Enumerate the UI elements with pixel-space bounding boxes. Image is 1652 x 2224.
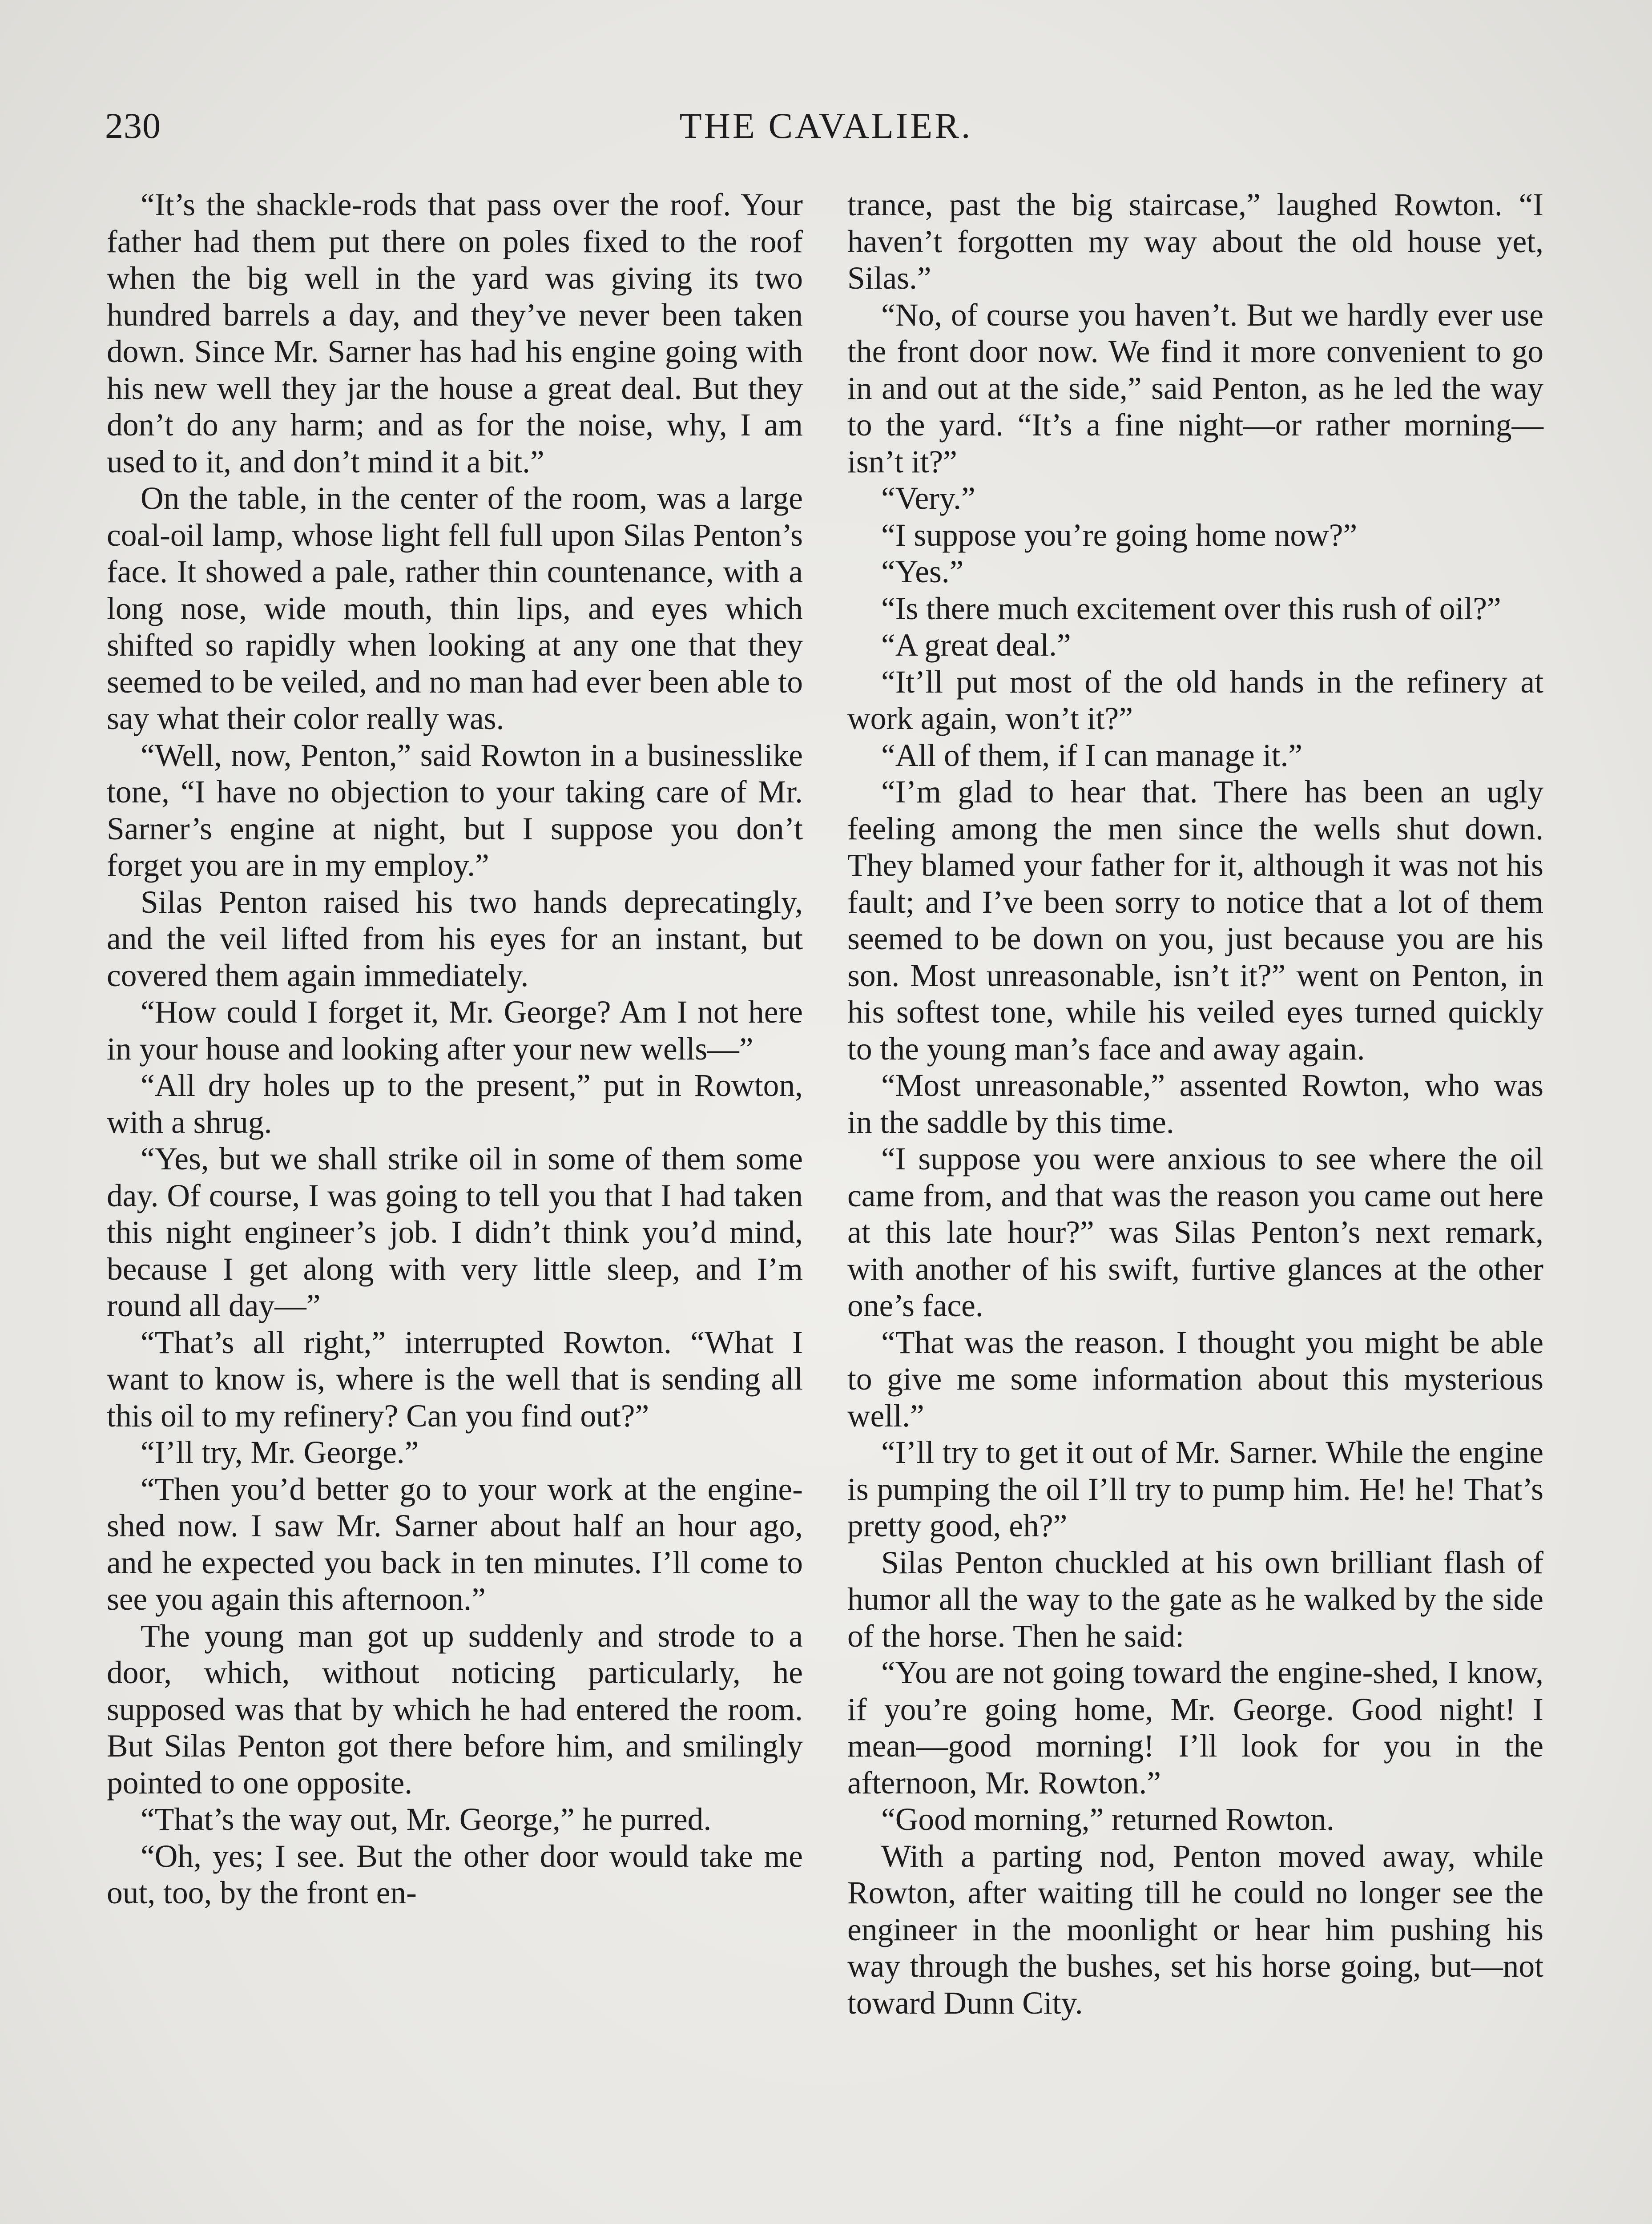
paragraph: “Good morning,” returned Rowton. bbox=[881, 1802, 1334, 1837]
paragraph: “That’s the way out, Mr. George,” he purred. bbox=[141, 1802, 712, 1837]
paragraph: Silas Penton chuckled at his own brilliant flash of humor all the way to the gate as he walked by the side of the horse. Then he said: bbox=[847, 1545, 1543, 1654]
paragraph: “You are not going toward the engine-shed, I know, if you’re going home, Mr. George. Good night! I mean—good morning! I’ll look for you in the afternoon, Mr. Rowton.” bbox=[847, 1655, 1543, 1801]
paragraph: On the table, in the center of the room, was a large coal-oil lamp, whose light fell full upon Silas Penton’s face. It showed a pale, rather thin countenance, with a long nose, wide mouth, thin lips, and eyes which shifted so rapidly when looking at any one that they seemed to be veiled, and no man had ever been able to say what their color really was. bbox=[107, 481, 803, 736]
paragraph: “How could I forget it, Mr. George? Am I not here in your house and looking after your new wells—” bbox=[107, 995, 803, 1067]
paragraph: Silas Penton raised his two hands deprecatingly, and the veil lifted from his eyes for an instant, but covered them again immediately. bbox=[107, 884, 803, 993]
paragraph: “I’m glad to hear that. There has been an ugly feeling among the men since the wells shut down. They blamed your father for it, although it was not his fault; and I’ve been sorry to notice that a lot of them seemed to be down on you, just because you are his son. Most unreasonable, isn’t it?” went on Penton, in his softest tone, while his veiled eyes turned quickly to the young man’s face and away again. bbox=[847, 774, 1543, 1067]
paragraph: “All of them, if I can manage it.” bbox=[881, 737, 1302, 773]
running-head: THE CAVALIER. bbox=[679, 105, 973, 146]
right-column bbox=[847, 187, 1543, 2022]
left-column bbox=[107, 187, 803, 1912]
paragraph: “I suppose you’re going home now?” bbox=[881, 517, 1358, 553]
paragraph: “Most unreasonable,” assented Rowton, who was in the saddle by this time. bbox=[847, 1068, 1543, 1140]
paragraph: “A great deal.” bbox=[881, 628, 1071, 663]
paragraph: “Is there much excitement over this rush of oil?” bbox=[881, 591, 1501, 626]
paragraph: “Then you’d better go to your work at the engine-shed now. I saw Mr. Sarner about half an hour ago, and he expected you back in ten minutes. I’ll come to see you again this afternoon.” bbox=[107, 1471, 803, 1617]
paragraph: “Well, now, Penton,” said Rowton in a businesslike tone, “I have no objection to your taking care of Mr. Sarner’s engine at night, but I suppose you don’t forget you are in my employ.” bbox=[107, 737, 803, 883]
paragraph: “Oh, yes; I see. But the other door would take me out, too, by the front en- bbox=[107, 1838, 803, 1910]
paragraph: trance, past the big staircase,” laughed Rowton. “I haven’t forgotten my way about the old house yet, Silas.” bbox=[847, 187, 1543, 296]
paragraph: “I suppose you were anxious to see where the oil came from, and that was the reason you came out here at this late hour?” was Silas Penton’s next remark, with another of his swift, furtive glances at the other one’s face. bbox=[847, 1141, 1543, 1323]
paragraph: “I’ll try to get it out of Mr. Sarner. While the engine is pumping the oil I’ll try to pump him. He! he! That’s pretty good, eh?” bbox=[847, 1435, 1543, 1543]
paragraph: The young man got up suddenly and strode to a door, which, without noticing particularly, he supposed was that by which he had entered the room. But Silas Penton got there before him, and smilingly pointed to one opposite. bbox=[107, 1618, 803, 1801]
paragraph: “That was the reason. I thought you might be able to give me some information about this mysterious well.” bbox=[847, 1325, 1543, 1434]
paragraph: With a parting nod, Penton moved away, while Rowton, after waiting till he could no longer see the engineer in the moonlight or hear him pushing his way through the bushes, set his horse going, but—not toward Dunn City. bbox=[847, 1838, 1543, 2021]
page-number: 230 bbox=[105, 105, 161, 146]
paragraph: “All dry holes up to the present,” put in Rowton, with a shrug. bbox=[107, 1068, 803, 1140]
paragraph: “Yes, but we shall strike oil in some of them some day. Of course, I was going to tell you that I had taken this night engineer’s job. I didn’t think you’d mind, because I get along with very little sleep, and I’m round all day—” bbox=[107, 1141, 803, 1323]
paragraph: “Yes.” bbox=[881, 554, 964, 589]
paragraph: “I’ll try, Mr. George.” bbox=[141, 1435, 419, 1470]
paragraph: “That’s all right,” interrupted Rowton. “What I want to know is, where is the well that is sending all this oil to my refinery? Can you find out?” bbox=[107, 1325, 803, 1434]
paragraph: “No, of course you haven’t. But we hardly ever use the front door now. We find it more convenient to go in and out at the side,” said Penton, as he led the way to the yard. “It’s a fine night—or rather morning—isn’t it?” bbox=[847, 297, 1543, 479]
paragraph: “It’ll put most of the old hands in the refinery at work again, won’t it?” bbox=[847, 664, 1543, 736]
paragraph: “Very.” bbox=[881, 481, 975, 516]
paragraph: “It’s the shackle-rods that pass over the roof. Your father had them put there on poles fixed to the roof when the big well in the yard was giving its two hundred barrels a day, and they’ve never been taken down. Since Mr. Sarner has had his engine going with his new well they jar the house a great deal. But they don’t do any harm; and as for the noise, why, I am used to it, and don’t mind it a bit.” bbox=[107, 187, 803, 479]
